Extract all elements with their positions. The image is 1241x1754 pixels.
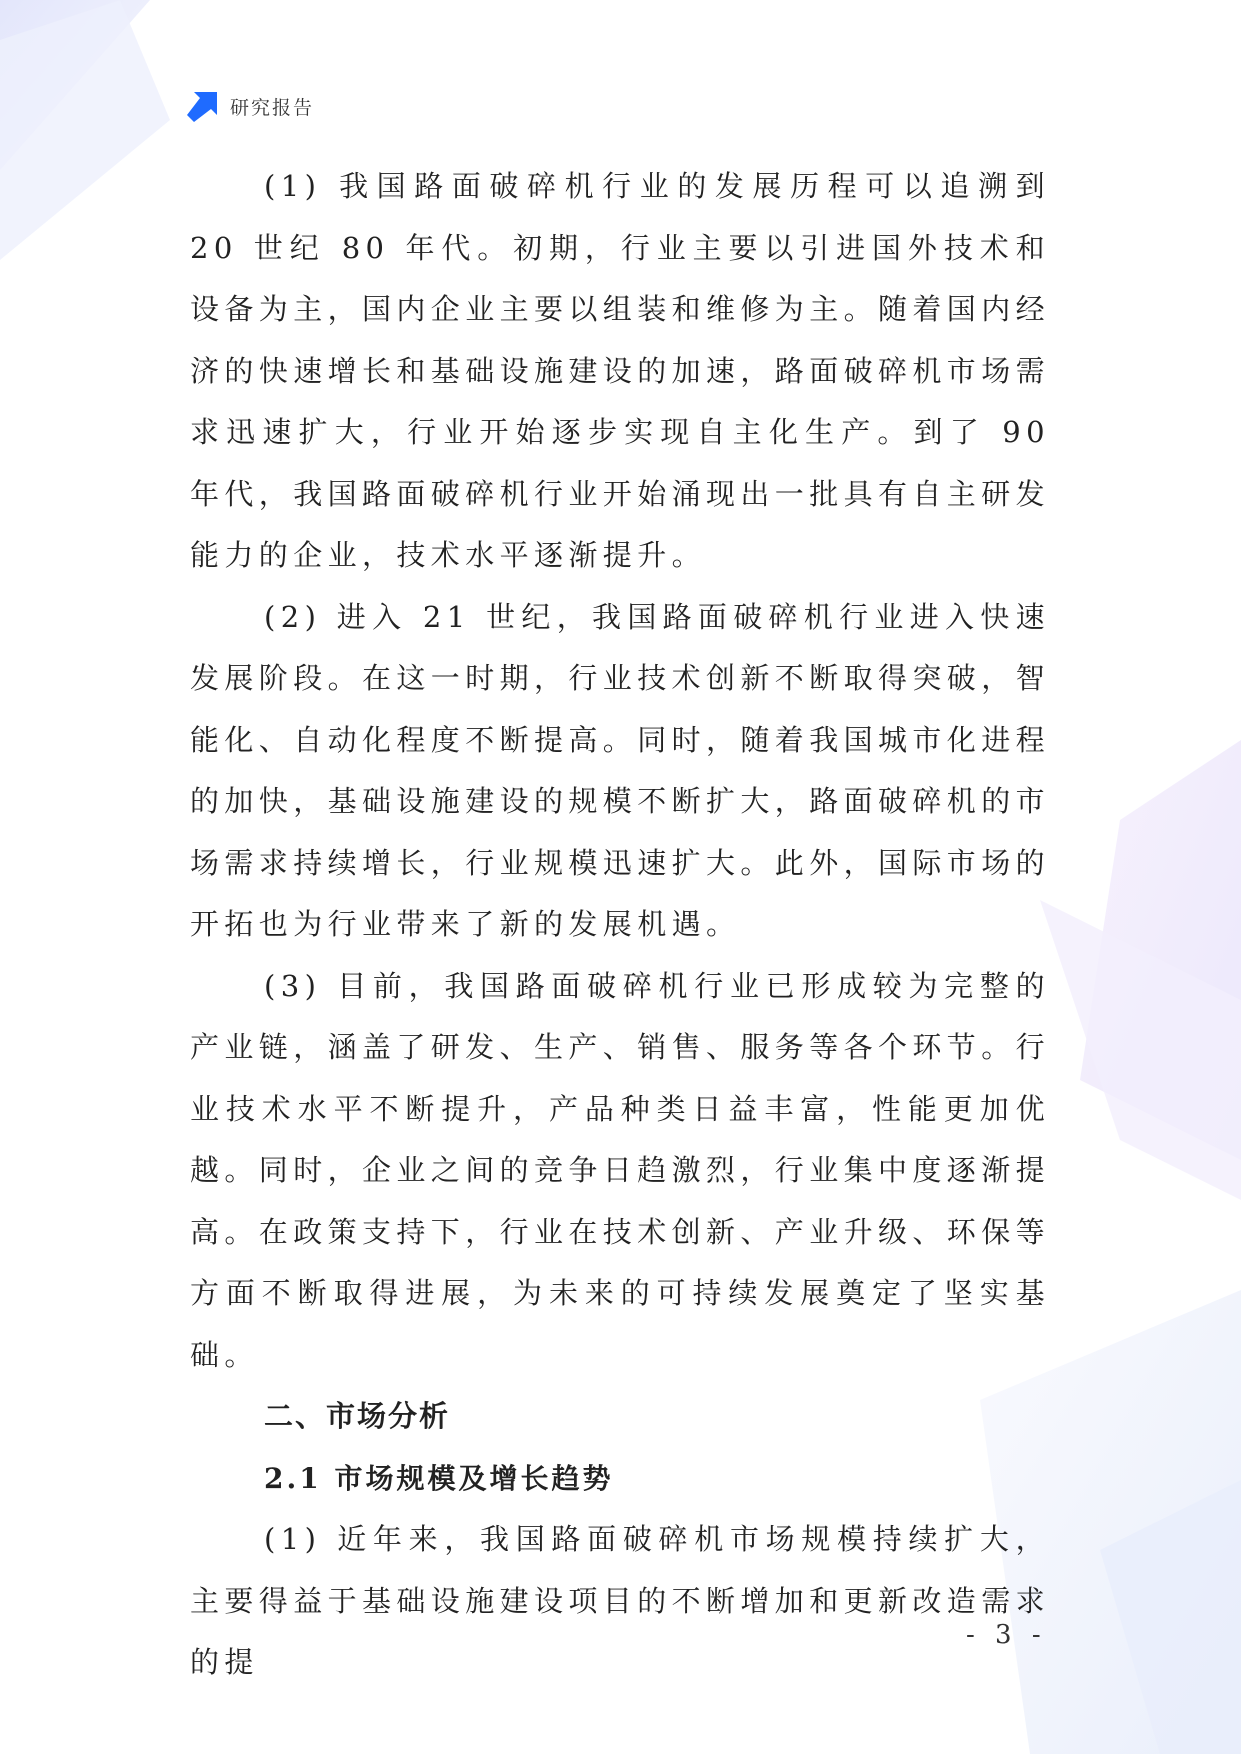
header-title: 研究报告	[230, 96, 315, 119]
paragraph-4: (1) 近年来，我国路面破碎机市场规模持续扩大，主要得益于基础设施建设项目的不断增加和更新改造需求的提	[190, 1522, 1051, 1679]
paragraph-1: (1) 我国路面破碎机行业的发展历程可以追溯到 20 世纪 80 年代。初期，行业主要以引进国外技术和设备为主，国内企业主要以组装和维修为主。随着国内经济的快速增长和基础设施建设的加速，路面破碎机市场需求迅速扩大，行业开始逐步实现自主化生产。到了 90 年代，我国路面破碎机行业开始涌现出一批具有自主研发能力的企业，技术水平逐渐提升。	[190, 169, 1051, 572]
report-header	[186, 88, 314, 124]
arrow-up-right-icon	[186, 89, 220, 123]
paragraph-2: (2) 进入 21 世纪，我国路面破碎机行业进入快速发展阶段。在这一时期，行业技术创新不断取得突破，智能化、自动化程度不断提高。同时，随着我国城市化进程的加快，基础设施建设的规模不断扩大，路面破碎机的市场需求持续增长，行业规模迅速扩大。此外，国际市场的开拓也为行业带来了新的发展机遇。	[190, 599, 1051, 941]
report-body	[190, 156, 1050, 1694]
paragraph-3: (3) 目前，我国路面破碎机行业已形成较为完整的产业链，涵盖了研发、生产、销售、服务等各个环节。行业技术水平不断提升，产品种类日益丰富，性能更加优越。同时，企业之间的竞争日趋激烈，行业集中度逐渐提高。在政策支持下，行业在技术创新、产业升级、环保等方面不断取得进展，为未来的可持续发展奠定了坚实基础。	[190, 968, 1051, 1372]
page-number: - 3 -	[966, 1620, 1047, 1650]
section-heading: 二、市场分析	[264, 1399, 451, 1433]
subsection-heading: 2.1 市场规模及增长趋势	[264, 1461, 614, 1495]
